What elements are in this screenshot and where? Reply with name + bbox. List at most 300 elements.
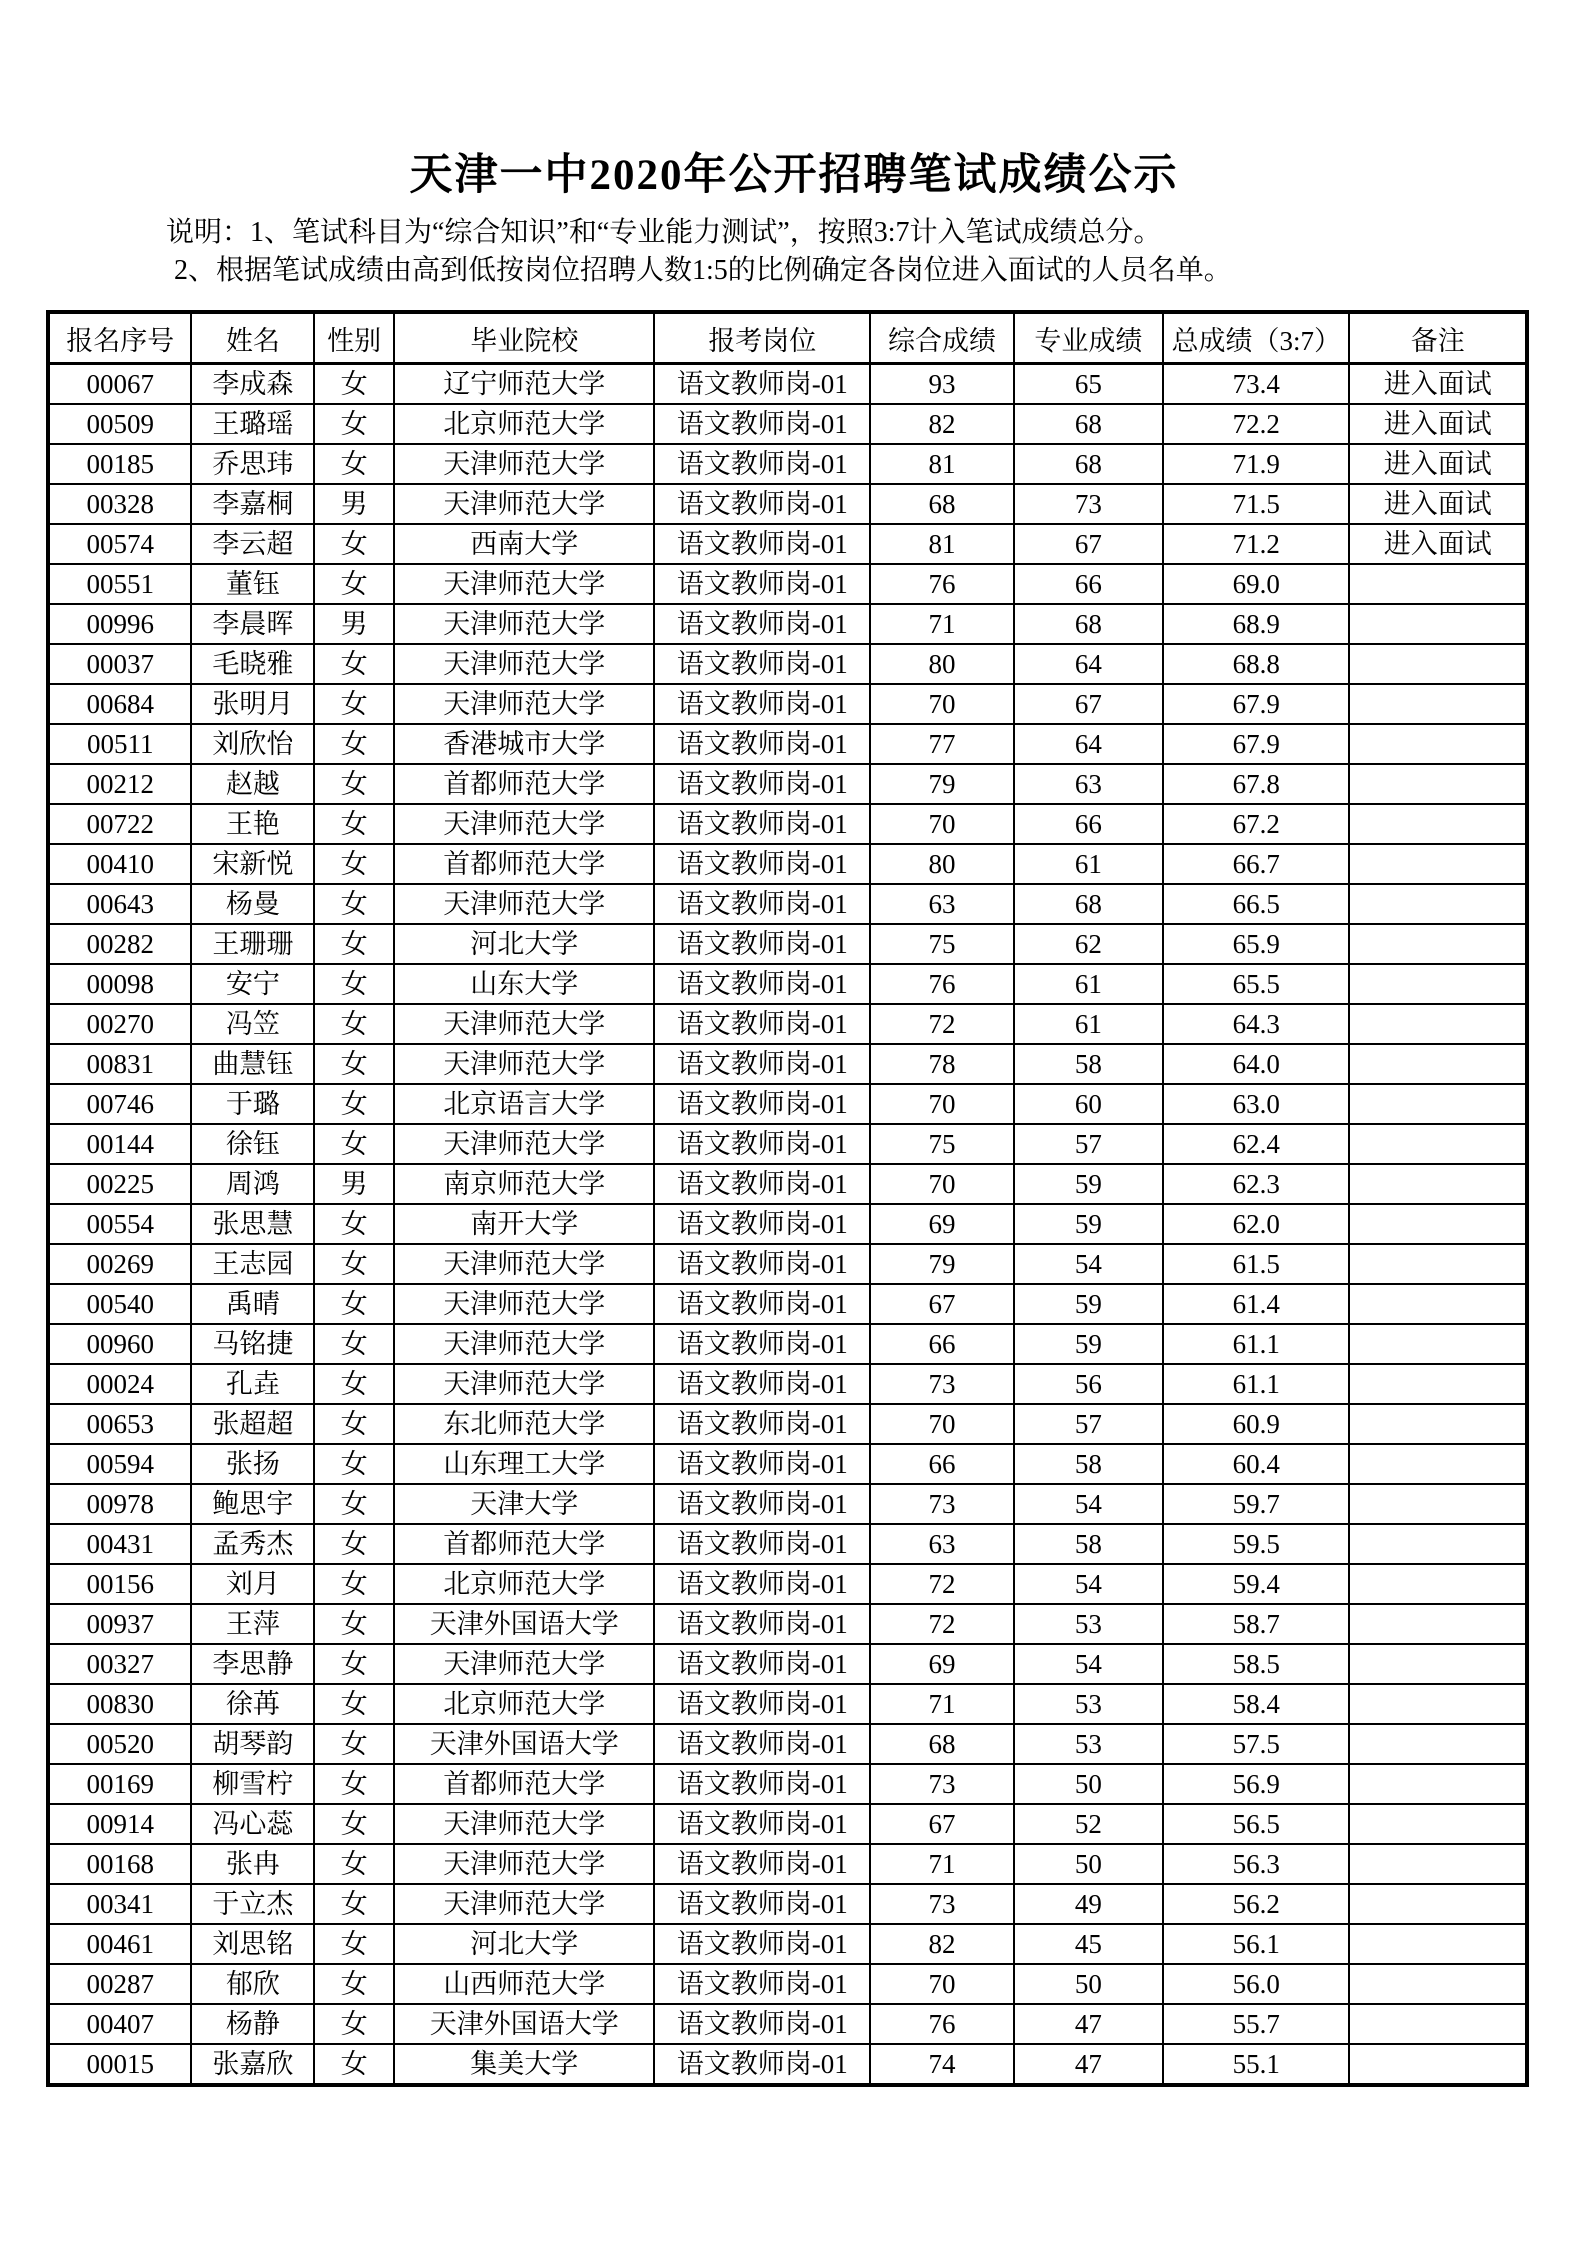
cell-total-score: 58.7 — [1163, 1604, 1349, 1644]
cell-remark — [1349, 644, 1527, 684]
note-line-2: 2、根据笔试成绩由高到低按岗位招聘人数1:5的比例确定各岗位进入面试的人员名单。 — [174, 255, 1232, 286]
cell-gender: 女 — [314, 724, 394, 764]
table-row — [48, 564, 1527, 604]
cell-comprehensive-score: 71 — [870, 604, 1013, 644]
cell-professional-score: 64 — [1014, 644, 1163, 684]
cell-name: 徐苒 — [191, 1684, 314, 1724]
cell-name: 李晨晖 — [191, 604, 314, 644]
cell-remark — [1349, 1484, 1527, 1524]
cell-name: 宋新悦 — [191, 844, 314, 884]
cell-total-score: 61.1 — [1163, 1324, 1349, 1364]
cell-total-score: 65.9 — [1163, 924, 1349, 964]
cell-school: 天津师范大学 — [394, 884, 654, 924]
table-header-row — [48, 312, 1527, 364]
cell-position: 语文教师岗-01 — [654, 1444, 870, 1484]
cell-remark: 进入面试 — [1349, 484, 1527, 524]
cell-position: 语文教师岗-01 — [654, 1804, 870, 1844]
cell-remark: 进入面试 — [1349, 364, 1527, 405]
cell-school: 天津师范大学 — [394, 1124, 654, 1164]
cell-reg-no: 00270 — [48, 1004, 191, 1044]
cell-total-score: 56.2 — [1163, 1884, 1349, 1924]
cell-school: 天津师范大学 — [394, 1804, 654, 1844]
cell-position: 语文教师岗-01 — [654, 1404, 870, 1444]
cell-name: 张明月 — [191, 684, 314, 724]
cell-name: 孟秀杰 — [191, 1524, 314, 1564]
cell-reg-no: 00024 — [48, 1364, 191, 1404]
cell-comprehensive-score: 75 — [870, 924, 1013, 964]
cell-gender: 女 — [314, 1924, 394, 1964]
cell-position: 语文教师岗-01 — [654, 1164, 870, 1204]
cell-reg-no: 00407 — [48, 2004, 191, 2044]
cell-total-score: 61.5 — [1163, 1244, 1349, 1284]
cell-school: 北京师范大学 — [394, 404, 654, 444]
cell-total-score: 60.4 — [1163, 1444, 1349, 1484]
table-row — [48, 1164, 1527, 1204]
cell-total-score: 67.9 — [1163, 684, 1349, 724]
cell-reg-no: 00341 — [48, 1884, 191, 1924]
cell-comprehensive-score: 73 — [870, 1484, 1013, 1524]
table-row — [48, 1124, 1527, 1164]
cell-professional-score: 66 — [1014, 564, 1163, 604]
cell-comprehensive-score: 70 — [870, 1164, 1013, 1204]
cell-gender: 女 — [314, 964, 394, 1004]
cell-total-score: 67.9 — [1163, 724, 1349, 764]
cell-school: 天津师范大学 — [394, 1364, 654, 1404]
cell-professional-score: 50 — [1014, 1844, 1163, 1884]
cell-professional-score: 53 — [1014, 1724, 1163, 1764]
cell-professional-score: 61 — [1014, 844, 1163, 884]
cell-reg-no: 00509 — [48, 404, 191, 444]
cell-gender: 女 — [314, 1564, 394, 1604]
cell-position: 语文教师岗-01 — [654, 484, 870, 524]
cell-name: 禹晴 — [191, 1284, 314, 1324]
cell-remark — [1349, 1084, 1527, 1124]
cell-reg-no: 00410 — [48, 844, 191, 884]
table-row — [48, 524, 1527, 564]
cell-total-score: 61.4 — [1163, 1284, 1349, 1324]
cell-name: 李思静 — [191, 1644, 314, 1684]
cell-school: 天津大学 — [394, 1484, 654, 1524]
cell-position: 语文教师岗-01 — [654, 1564, 870, 1604]
cell-professional-score: 49 — [1014, 1884, 1163, 1924]
cell-reg-no: 00461 — [48, 1924, 191, 1964]
cell-comprehensive-score: 72 — [870, 1564, 1013, 1604]
cell-position: 语文教师岗-01 — [654, 404, 870, 444]
table-row — [48, 1364, 1527, 1404]
table-row — [48, 1044, 1527, 1084]
cell-gender: 女 — [314, 2004, 394, 2044]
table-row — [48, 1644, 1527, 1684]
cell-reg-no: 00653 — [48, 1404, 191, 1444]
cell-remark — [1349, 1924, 1527, 1964]
table-row — [48, 684, 1527, 724]
cell-comprehensive-score: 63 — [870, 1524, 1013, 1564]
cell-reg-no: 00551 — [48, 564, 191, 604]
cell-gender: 女 — [314, 564, 394, 604]
cell-comprehensive-score: 71 — [870, 1844, 1013, 1884]
table-row — [48, 1084, 1527, 1124]
cell-comprehensive-score: 67 — [870, 1284, 1013, 1324]
cell-school: 北京师范大学 — [394, 1564, 654, 1604]
cell-professional-score: 50 — [1014, 1964, 1163, 2004]
table-row — [48, 1924, 1527, 1964]
cell-professional-score: 60 — [1014, 1084, 1163, 1124]
cell-total-score: 67.8 — [1163, 764, 1349, 804]
table-row — [48, 404, 1527, 444]
cell-position: 语文教师岗-01 — [654, 524, 870, 564]
cell-reg-no: 00328 — [48, 484, 191, 524]
cell-total-score: 59.4 — [1163, 1564, 1349, 1604]
table-row — [48, 1284, 1527, 1324]
cell-professional-score: 53 — [1014, 1604, 1163, 1644]
cell-position: 语文教师岗-01 — [654, 1964, 870, 2004]
cell-name: 杨静 — [191, 2004, 314, 2044]
cell-gender: 女 — [314, 364, 394, 405]
cell-total-score: 71.5 — [1163, 484, 1349, 524]
cell-reg-no: 00144 — [48, 1124, 191, 1164]
cell-name: 于立杰 — [191, 1884, 314, 1924]
cell-position: 语文教师岗-01 — [654, 1884, 870, 1924]
cell-position: 语文教师岗-01 — [654, 2004, 870, 2044]
cell-position: 语文教师岗-01 — [654, 564, 870, 604]
cell-gender: 女 — [314, 1004, 394, 1044]
table-body — [48, 364, 1527, 2086]
cell-total-score: 56.9 — [1163, 1764, 1349, 1804]
cell-position: 语文教师岗-01 — [654, 1684, 870, 1724]
table-row — [48, 924, 1527, 964]
cell-position: 语文教师岗-01 — [654, 1604, 870, 1644]
cell-name: 董钰 — [191, 564, 314, 604]
cell-reg-no: 00169 — [48, 1764, 191, 1804]
cell-remark — [1349, 1684, 1527, 1724]
table-row — [48, 1804, 1527, 1844]
column-header-5: 综合成绩 — [870, 312, 1013, 364]
cell-remark — [1349, 764, 1527, 804]
table-row — [48, 484, 1527, 524]
cell-school: 首都师范大学 — [394, 764, 654, 804]
cell-gender: 女 — [314, 1444, 394, 1484]
cell-school: 天津师范大学 — [394, 1324, 654, 1364]
cell-remark — [1349, 1404, 1527, 1444]
cell-position: 语文教师岗-01 — [654, 1524, 870, 1564]
cell-name: 郁欣 — [191, 1964, 314, 2004]
cell-remark — [1349, 1284, 1527, 1324]
cell-remark: 进入面试 — [1349, 444, 1527, 484]
cell-name: 徐钰 — [191, 1124, 314, 1164]
cell-comprehensive-score: 77 — [870, 724, 1013, 764]
cell-reg-no: 00996 — [48, 604, 191, 644]
cell-professional-score: 45 — [1014, 1924, 1163, 1964]
cell-gender: 女 — [314, 1204, 394, 1244]
cell-comprehensive-score: 70 — [870, 684, 1013, 724]
cell-total-score: 57.5 — [1163, 1724, 1349, 1764]
cell-total-score: 55.1 — [1163, 2044, 1349, 2085]
cell-remark — [1349, 804, 1527, 844]
page-title: 天津一中2020年公开招聘笔试成绩公示 — [409, 152, 1179, 199]
cell-professional-score: 59 — [1014, 1324, 1163, 1364]
cell-name: 孔垚 — [191, 1364, 314, 1404]
cell-professional-score: 65 — [1014, 364, 1163, 405]
cell-comprehensive-score: 70 — [870, 1964, 1013, 2004]
cell-comprehensive-score: 82 — [870, 1924, 1013, 1964]
cell-total-score: 64.0 — [1163, 1044, 1349, 1084]
cell-gender: 女 — [314, 1844, 394, 1884]
cell-total-score: 62.3 — [1163, 1164, 1349, 1204]
cell-professional-score: 68 — [1014, 404, 1163, 444]
column-header-2: 性别 — [314, 312, 394, 364]
cell-school: 天津师范大学 — [394, 1884, 654, 1924]
note-line-1: 说明：1、笔试科目为“综合知识”和“专业能力测试”，按照3:7计入笔试成绩总分。 — [166, 217, 1162, 248]
cell-remark — [1349, 2044, 1527, 2085]
cell-professional-score: 58 — [1014, 1444, 1163, 1484]
cell-school: 天津师范大学 — [394, 604, 654, 644]
cell-name: 曲慧钰 — [191, 1044, 314, 1084]
cell-comprehensive-score: 70 — [870, 1404, 1013, 1444]
cell-reg-no: 00067 — [48, 364, 191, 405]
cell-professional-score: 66 — [1014, 804, 1163, 844]
cell-professional-score: 62 — [1014, 924, 1163, 964]
cell-professional-score: 59 — [1014, 1284, 1163, 1324]
cell-school: 首都师范大学 — [394, 1764, 654, 1804]
cell-gender: 女 — [314, 1364, 394, 1404]
cell-name: 安宁 — [191, 964, 314, 1004]
column-header-6: 专业成绩 — [1014, 312, 1163, 364]
cell-gender: 女 — [314, 1524, 394, 1564]
column-header-8: 备注 — [1349, 312, 1527, 364]
cell-position: 语文教师岗-01 — [654, 604, 870, 644]
cell-remark — [1349, 1844, 1527, 1884]
cell-professional-score: 54 — [1014, 1484, 1163, 1524]
cell-school: 香港城市大学 — [394, 724, 654, 764]
cell-position: 语文教师岗-01 — [654, 1724, 870, 1764]
cell-comprehensive-score: 72 — [870, 1004, 1013, 1044]
cell-professional-score: 54 — [1014, 1564, 1163, 1604]
cell-position: 语文教师岗-01 — [654, 1084, 870, 1124]
cell-comprehensive-score: 81 — [870, 444, 1013, 484]
cell-comprehensive-score: 69 — [870, 1204, 1013, 1244]
cell-reg-no: 00594 — [48, 1444, 191, 1484]
cell-reg-no: 00643 — [48, 884, 191, 924]
cell-name: 刘欣怡 — [191, 724, 314, 764]
cell-school: 山东大学 — [394, 964, 654, 1004]
cell-gender: 女 — [314, 1804, 394, 1844]
cell-professional-score: 54 — [1014, 1244, 1163, 1284]
cell-comprehensive-score: 73 — [870, 1364, 1013, 1404]
cell-name: 冯笠 — [191, 1004, 314, 1044]
cell-comprehensive-score: 76 — [870, 2004, 1013, 2044]
notes-block — [166, 214, 1528, 290]
table-row — [48, 1844, 1527, 1884]
table-row — [48, 444, 1527, 484]
cell-gender: 女 — [314, 1484, 394, 1524]
table-row — [48, 884, 1527, 924]
cell-professional-score: 68 — [1014, 444, 1163, 484]
cell-gender: 女 — [314, 1684, 394, 1724]
cell-comprehensive-score: 76 — [870, 964, 1013, 1004]
column-header-1: 姓名 — [191, 312, 314, 364]
cell-total-score: 56.3 — [1163, 1844, 1349, 1884]
cell-school: 集美大学 — [394, 2044, 654, 2085]
cell-total-score: 67.2 — [1163, 804, 1349, 844]
cell-professional-score: 67 — [1014, 684, 1163, 724]
cell-school: 天津师范大学 — [394, 1004, 654, 1044]
cell-professional-score: 50 — [1014, 1764, 1163, 1804]
table-row — [48, 1484, 1527, 1524]
cell-reg-no: 00156 — [48, 1564, 191, 1604]
table-row — [48, 764, 1527, 804]
cell-comprehensive-score: 81 — [870, 524, 1013, 564]
cell-name: 张思慧 — [191, 1204, 314, 1244]
cell-gender: 男 — [314, 484, 394, 524]
table-row — [48, 964, 1527, 1004]
cell-position: 语文教师岗-01 — [654, 924, 870, 964]
table-row — [48, 1724, 1527, 1764]
cell-total-score: 59.5 — [1163, 1524, 1349, 1564]
cell-comprehensive-score: 68 — [870, 1724, 1013, 1764]
cell-name: 王艳 — [191, 804, 314, 844]
cell-name: 王璐瑶 — [191, 404, 314, 444]
cell-remark — [1349, 964, 1527, 1004]
cell-school: 天津师范大学 — [394, 444, 654, 484]
cell-comprehensive-score: 79 — [870, 1244, 1013, 1284]
cell-total-score: 56.0 — [1163, 1964, 1349, 2004]
cell-gender: 女 — [314, 644, 394, 684]
cell-comprehensive-score: 72 — [870, 1604, 1013, 1644]
cell-comprehensive-score: 93 — [870, 364, 1013, 405]
cell-school: 天津师范大学 — [394, 484, 654, 524]
cell-total-score: 56.1 — [1163, 1924, 1349, 1964]
cell-total-score: 71.2 — [1163, 524, 1349, 564]
cell-professional-score: 68 — [1014, 884, 1163, 924]
cell-remark: 进入面试 — [1349, 404, 1527, 444]
cell-total-score: 71.9 — [1163, 444, 1349, 484]
table-row — [48, 1884, 1527, 1924]
cell-school: 天津师范大学 — [394, 644, 654, 684]
cell-reg-no: 00746 — [48, 1084, 191, 1124]
cell-name: 李嘉桐 — [191, 484, 314, 524]
cell-reg-no: 00722 — [48, 804, 191, 844]
cell-position: 语文教师岗-01 — [654, 444, 870, 484]
cell-comprehensive-score: 68 — [870, 484, 1013, 524]
cell-comprehensive-score: 63 — [870, 884, 1013, 924]
cell-comprehensive-score: 70 — [870, 1084, 1013, 1124]
cell-total-score: 63.0 — [1163, 1084, 1349, 1124]
cell-position: 语文教师岗-01 — [654, 884, 870, 924]
cell-total-score: 61.1 — [1163, 1364, 1349, 1404]
cell-professional-score: 56 — [1014, 1364, 1163, 1404]
cell-remark — [1349, 1244, 1527, 1284]
cell-position: 语文教师岗-01 — [654, 1844, 870, 1884]
cell-gender: 女 — [314, 444, 394, 484]
cell-school: 南京师范大学 — [394, 1164, 654, 1204]
column-header-7: 总成绩（3:7） — [1163, 312, 1349, 364]
cell-remark — [1349, 1764, 1527, 1804]
cell-name: 张嘉欣 — [191, 2044, 314, 2085]
cell-comprehensive-score: 69 — [870, 1644, 1013, 1684]
cell-professional-score: 53 — [1014, 1684, 1163, 1724]
cell-gender: 女 — [314, 1044, 394, 1084]
cell-position: 语文教师岗-01 — [654, 1764, 870, 1804]
cell-name: 王萍 — [191, 1604, 314, 1644]
cell-position: 语文教师岗-01 — [654, 1364, 870, 1404]
cell-reg-no: 00937 — [48, 1604, 191, 1644]
cell-position: 语文教师岗-01 — [654, 1284, 870, 1324]
cell-gender: 女 — [314, 884, 394, 924]
table-header — [48, 312, 1527, 364]
cell-position: 语文教师岗-01 — [654, 1924, 870, 1964]
cell-position: 语文教师岗-01 — [654, 2044, 870, 2085]
cell-position: 语文教师岗-01 — [654, 1124, 870, 1164]
cell-reg-no: 00212 — [48, 764, 191, 804]
cell-professional-score: 59 — [1014, 1164, 1163, 1204]
cell-comprehensive-score: 80 — [870, 844, 1013, 884]
table-row — [48, 1204, 1527, 1244]
cell-total-score: 68.8 — [1163, 644, 1349, 684]
cell-total-score: 56.5 — [1163, 1804, 1349, 1844]
table-row — [48, 1564, 1527, 1604]
cell-gender: 女 — [314, 1284, 394, 1324]
cell-gender: 女 — [314, 1644, 394, 1684]
cell-remark — [1349, 564, 1527, 604]
cell-total-score: 58.4 — [1163, 1684, 1349, 1724]
cell-professional-score: 54 — [1014, 1644, 1163, 1684]
cell-remark — [1349, 1884, 1527, 1924]
cell-position: 语文教师岗-01 — [654, 1244, 870, 1284]
cell-remark — [1349, 1964, 1527, 2004]
table-row — [48, 1244, 1527, 1284]
cell-total-score: 62.0 — [1163, 1204, 1349, 1244]
cell-professional-score: 47 — [1014, 2044, 1163, 2085]
cell-comprehensive-score: 78 — [870, 1044, 1013, 1084]
cell-total-score: 65.5 — [1163, 964, 1349, 1004]
cell-school: 天津师范大学 — [394, 1284, 654, 1324]
cell-total-score: 58.5 — [1163, 1644, 1349, 1684]
cell-remark — [1349, 1324, 1527, 1364]
cell-gender: 女 — [314, 1124, 394, 1164]
cell-professional-score: 68 — [1014, 604, 1163, 644]
cell-position: 语文教师岗-01 — [654, 1004, 870, 1044]
cell-remark — [1349, 1604, 1527, 1644]
cell-reg-no: 00830 — [48, 1684, 191, 1724]
cell-name: 柳雪柠 — [191, 1764, 314, 1804]
cell-position: 语文教师岗-01 — [654, 724, 870, 764]
cell-comprehensive-score: 66 — [870, 1444, 1013, 1484]
cell-professional-score: 61 — [1014, 964, 1163, 1004]
cell-gender: 女 — [314, 684, 394, 724]
cell-gender: 女 — [314, 924, 394, 964]
table-row — [48, 604, 1527, 644]
cell-school: 首都师范大学 — [394, 844, 654, 884]
cell-position: 语文教师岗-01 — [654, 804, 870, 844]
table-row — [48, 1684, 1527, 1724]
table-row — [48, 2004, 1527, 2044]
cell-reg-no: 00327 — [48, 1644, 191, 1684]
cell-name: 王珊珊 — [191, 924, 314, 964]
cell-name: 张超超 — [191, 1404, 314, 1444]
table-row — [48, 644, 1527, 684]
cell-professional-score: 58 — [1014, 1524, 1163, 1564]
cell-gender: 女 — [314, 844, 394, 884]
cell-name: 赵越 — [191, 764, 314, 804]
table-row — [48, 1404, 1527, 1444]
table-row — [48, 1764, 1527, 1804]
scores-table — [46, 310, 1529, 2087]
cell-remark — [1349, 1444, 1527, 1484]
cell-remark — [1349, 924, 1527, 964]
cell-remark — [1349, 1804, 1527, 1844]
cell-professional-score: 63 — [1014, 764, 1163, 804]
cell-gender: 女 — [314, 1884, 394, 1924]
